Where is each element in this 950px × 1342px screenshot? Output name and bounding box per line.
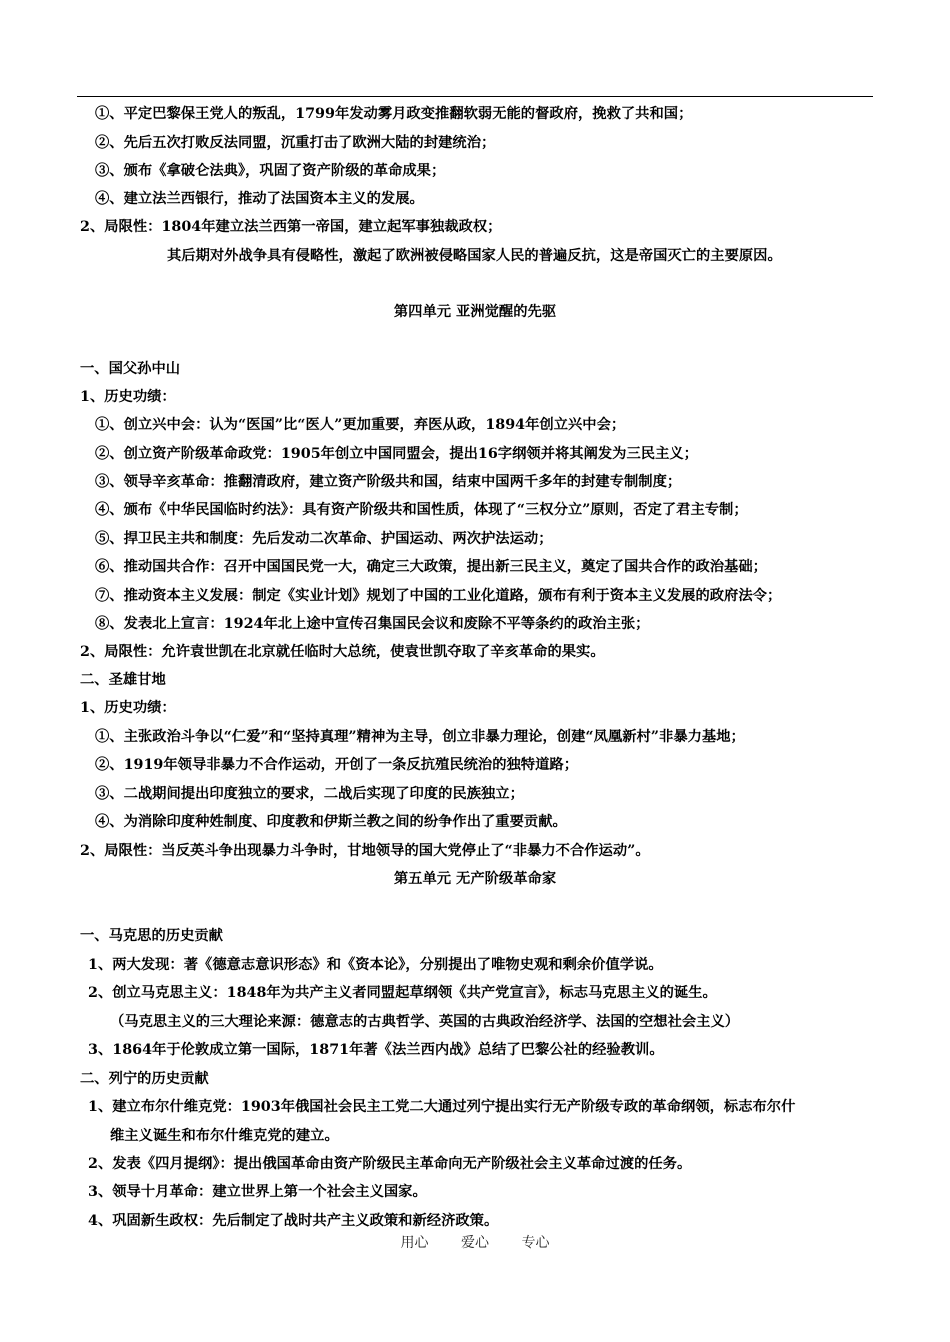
sun-merit-3: ③、领导辛亥革命：推翻清政府，建立资产阶级共和国，结束中国两千多年的封建专制制度； [95,474,682,490]
header-rule [77,96,873,97]
sun-merit-2: ②、创立资产阶级革命政党：1905年创立中国同盟会，提出16字纲领并将其阐发为三民主义； [95,446,698,462]
footer-word-1: 用心 [400,1235,429,1251]
sun-merit-7: ⑦、推动资本主义发展：制定《实业计划》规划了中国的工业化道路，颁布有利于资本主义发展的政府法令； [95,588,782,604]
lenin-item-3: 3、领导十月革命：建立世界上第一个社会主义国家。 [88,1184,427,1200]
napoleon-limitation: 2、局限性：1804年建立法兰西第一帝国，建立起军事独裁政权； [80,219,502,235]
sun-limitation: 2、局限性：允许袁世凯在北京就任临时大总统，使袁世凯夺取了辛亥革命的果实。 [80,644,605,660]
napoleon-limitation-cont: 其后期对外战争具有侵略性，激起了欧洲被侵略国家人民的普遍反抗，这是帝国灭亡的主要原因。 [167,248,782,264]
marx-item-1: 1、两大发现：著《德意志意识形态》和《资本论》，分别提出了唯物史观和剩余价值学说。 [88,957,663,973]
sun-merits-heading: 1、历史功绩： [80,389,176,405]
footer-word-3: 专心 [521,1235,550,1251]
lenin-item-1: 1、建立布尔什维克党：1903年俄国社会民主工党二大通过列宁提出实行无产阶级专政的革命纲领，标志布尔什 [88,1099,796,1115]
gandhi-merit-3: ③、二战期间提出印度独立的要求，二战后实现了印度的民族独立； [95,786,524,802]
sun-merit-4: ④、颁布《中华民国临时约法》：具有资产阶级共和国性质，体现了“三权分立”原则，否定了君主专制； [95,502,748,518]
unit5-title: 第五单元 无产阶级革命家 [393,871,557,887]
napoleon-merit-2: ②、先后五次打败反法同盟，沉重打击了欧洲大陆的封建统治； [95,135,496,151]
gandhi-merit-1: ①、主张政治斗争以“仁爱”和“坚持真理”精神为主导，创立非暴力理论，创建“凤凰新村”非暴力基地； [95,729,745,745]
marx-item-2: 2、创立马克思主义：1848年为共产主义者同盟起草纲领《共产党宣言》，标志马克思主义的诞生。 [88,985,717,1001]
sun-merit-1: ①、创立兴中会：认为“医国”比“医人”更加重要，弃医从政，1894年创立兴中会； [95,417,626,433]
marx-heading: 一、马克思的历史贡献 [80,928,223,944]
unit4-title: 第四单元 亚洲觉醒的先驱 [393,304,557,320]
lenin-heading: 二、列宁的历史贡献 [80,1071,209,1087]
page-footer [0,1233,950,1253]
gandhi-merit-4: ④、为消除印度种姓制度、印度教和伊斯兰教之间的纷争作出了重要贡献。 [95,814,567,830]
napoleon-merit-4: ④、建立法兰西银行，推动了法国资本主义的发展。 [95,191,424,207]
sun-merit-5: ⑤、捍卫民主共和制度：先后发动二次革命、护国运动、两次护法运动； [95,531,553,547]
gandhi-merits-heading: 1、历史功绩： [80,700,176,716]
sun-merit-6: ⑥、推动国共合作：召开中国国民党一大，确定三大政策，提出新三民主义，奠定了国共合作的政治基础； [95,559,767,575]
gandhi-heading: 二、圣雄甘地 [80,672,166,688]
marx-item-3: 3、1864年于伦敦成立第一国际，1871年著《法兰西内战》总结了巴黎公社的经验教训。 [88,1042,664,1058]
gandhi-merit-2: ②、1919年领导非暴力不合作运动，开创了一条反抗殖民统治的独特道路； [95,757,578,773]
sun-merit-8: ⑧、发表北上宣言：1924年北上途中宣传召集国民会议和废除不平等条约的政治主张； [95,616,650,632]
lenin-item-2: 2、发表《四月提纲》：提出俄国革命由资产阶级民主革命向无产阶级社会主义革命过渡的任务。 [88,1156,692,1172]
gandhi-limitation: 2、局限性：当反英斗争出现暴力斗争时，甘地领导的国大党停止了“非暴力不合作运动”。 [80,843,650,859]
footer-word-2: 爱心 [461,1235,489,1251]
napoleon-merit-1: ①、平定巴黎保王党人的叛乱，1799年发动雾月政变推翻软弱无能的督政府，挽救了共和国； [95,106,693,122]
napoleon-merit-3: ③、颁布《拿破仑法典》，巩固了资产阶级的革命成果； [95,163,446,179]
lenin-item-1-cont: 维主义诞生和布尔什维克党的建立。 [110,1128,339,1144]
lenin-item-4: 4、巩固新生政权：先后制定了战时共产主义政策和新经济政策。 [88,1213,499,1229]
sun-heading: 一、国父孙中山 [80,361,181,377]
marx-item-2-note: （马克思主义的三大理论来源：德意志的古典哲学、英国的古典政治经济学、法国的空想社会主义） [110,1014,740,1030]
